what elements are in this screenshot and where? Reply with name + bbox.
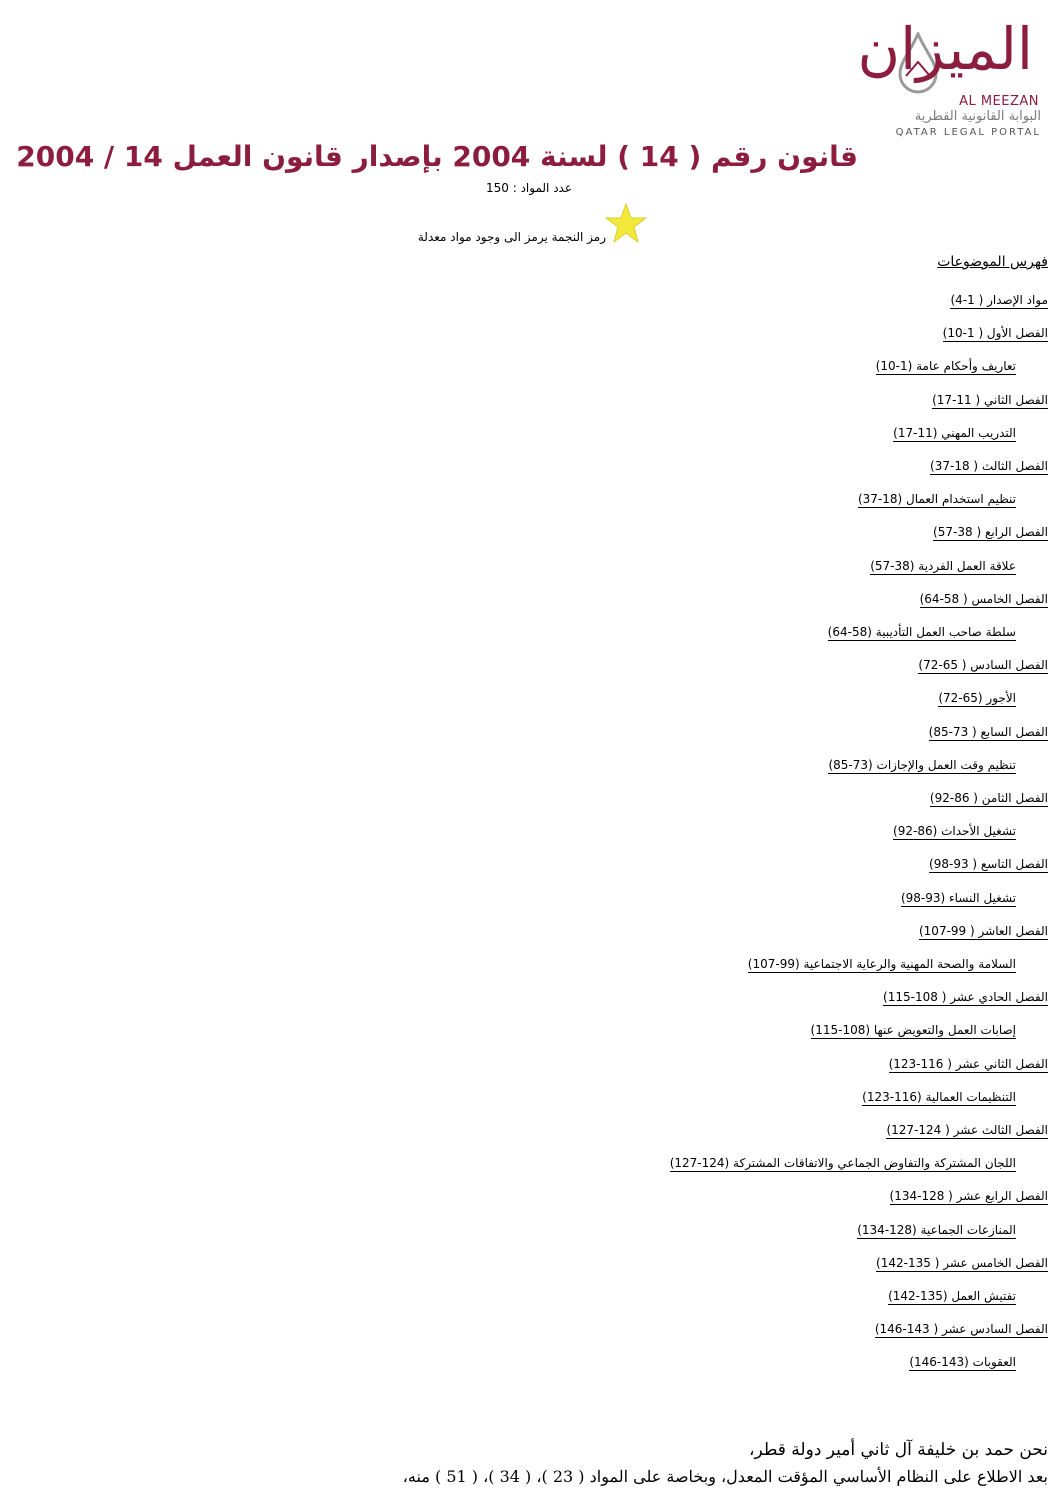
toc-chapter-link[interactable]: الفصل الثالث ( 18-37) [930, 459, 1048, 473]
article-count [486, 181, 572, 195]
toc-section-link[interactable]: اللجان المشتركة والتفاوض الجماعي والاتفاقات المشتركة (124-127) [669, 1156, 1016, 1171]
star-icon [604, 202, 648, 246]
toc-chapter-link[interactable]: الفصل الثاني ( 11-17) [932, 392, 1048, 407]
toc-chapter-link[interactable]: الفصل الرابع ( 38-57) [933, 525, 1048, 540]
toc-chapter-link[interactable]: الفصل الثاني عشر ( 116-123) [888, 1056, 1048, 1071]
toc-chapter-link[interactable]: الفصل الأول ( 1-10) [942, 326, 1048, 341]
toc-chapter-link[interactable]: الفصل العاشر ( 99-107) [918, 923, 1048, 938]
toc-section-link[interactable]: المنازعات الجماعية (128-134) [857, 1222, 1016, 1237]
logo-english-name: AL MEEZAN [959, 94, 1039, 109]
logo-english-tagline: QATAR LEGAL PORTAL [895, 127, 1041, 138]
toc-chapter-link[interactable]: الفصل الخامس عشر ( 135-142) [876, 1255, 1048, 1270]
toc-section-link[interactable]: العقوبات (143-146) [909, 1355, 1016, 1370]
toc-chapter-link[interactable]: الفصل الحادي عشر ( 108-115) [883, 990, 1048, 1005]
toc-section-link[interactable]: تشغيل الأحداث (86-92) [893, 824, 1016, 839]
article-count-label: عدد المواد : [512, 181, 572, 195]
toc-section-link[interactable]: التنظيمات العمالية (116-123) [862, 1089, 1016, 1104]
toc-section-link[interactable]: إصابات العمل والتعويض عنها (108-115) [810, 1023, 1016, 1038]
toc-section-link[interactable]: تنظيم وقت العمل والإجازات (73-85) [828, 757, 1016, 772]
toc-section-link[interactable]: السلامة والصحة المهنية والرعاية الاجتماعية (99-107) [747, 957, 1016, 971]
article-count-value: 150 [485, 181, 509, 195]
toc-chapter-link[interactable]: الفصل الثامن ( 86-92) [929, 791, 1048, 805]
logo-arabic-tagline: البوابة القانونية القطرية [914, 109, 1041, 124]
toc-chapter-link[interactable]: الفصل الخامس ( 58-64) [919, 591, 1048, 606]
preamble-line-1: نحن حمد بن خليفة آل ثاني أمير دولة قطر، [748, 1440, 1048, 1460]
toc-section-link[interactable]: الأجور (65-72) [938, 691, 1016, 706]
toc-chapter-link[interactable]: الفصل السادس عشر ( 143-146) [874, 1322, 1048, 1337]
toc-section-link[interactable]: التدريب المهني (11-17) [893, 425, 1016, 440]
toc-section-link[interactable]: تنظيم استخدام العمال (18-37) [857, 492, 1016, 507]
toc-chapter-link[interactable]: الفصل التاسع ( 93-98) [929, 857, 1048, 872]
toc-section-link[interactable]: تعاريف وأحكام عامة (1-10) [875, 359, 1016, 374]
toc-chapter-link[interactable]: الفصل السابع ( 73-85) [928, 724, 1048, 739]
al-meezan-logo [857, 10, 1053, 138]
toc-chapter-link[interactable]: الفصل السادس ( 65-72) [918, 658, 1048, 673]
preamble-line-2: بعد الاطلاع على النظام الأساسي المؤقت المعدل، وبخاصة على المواد ( 23 )، ( 34 )، ( 51 ) منه، [402, 1467, 1048, 1486]
toc-section-link[interactable]: علاقة العمل الفردية (38-57) [870, 558, 1016, 573]
toc-heading: فهرس الموضوعات [937, 254, 1048, 270]
toc-section-link[interactable]: تشغيل النساء (93-98) [900, 890, 1016, 905]
toc-chapter-link[interactable]: الفصل الثالث عشر ( 124-127) [886, 1123, 1048, 1137]
toc-section-link[interactable]: تفتيش العمل (135-142) [888, 1289, 1016, 1303]
toc-section-link[interactable]: سلطة صاحب العمل التأديبية (58-64) [827, 625, 1016, 639]
logo-arabic-word: الميزان [857, 15, 1033, 83]
toc-chapter-link[interactable]: الفصل الرابع عشر ( 128-134) [889, 1189, 1048, 1204]
toc-chapter-link[interactable]: مواد الإصدار ( 1-4) [950, 293, 1048, 307]
law-title: قانون رقم ( 14 ) لسنة 2004 بإصدار قانون العمل 14 / 2004 [16, 140, 858, 173]
star-legend-note: رمز النجمة يرمز الى وجود مواد معدلة [417, 230, 606, 244]
